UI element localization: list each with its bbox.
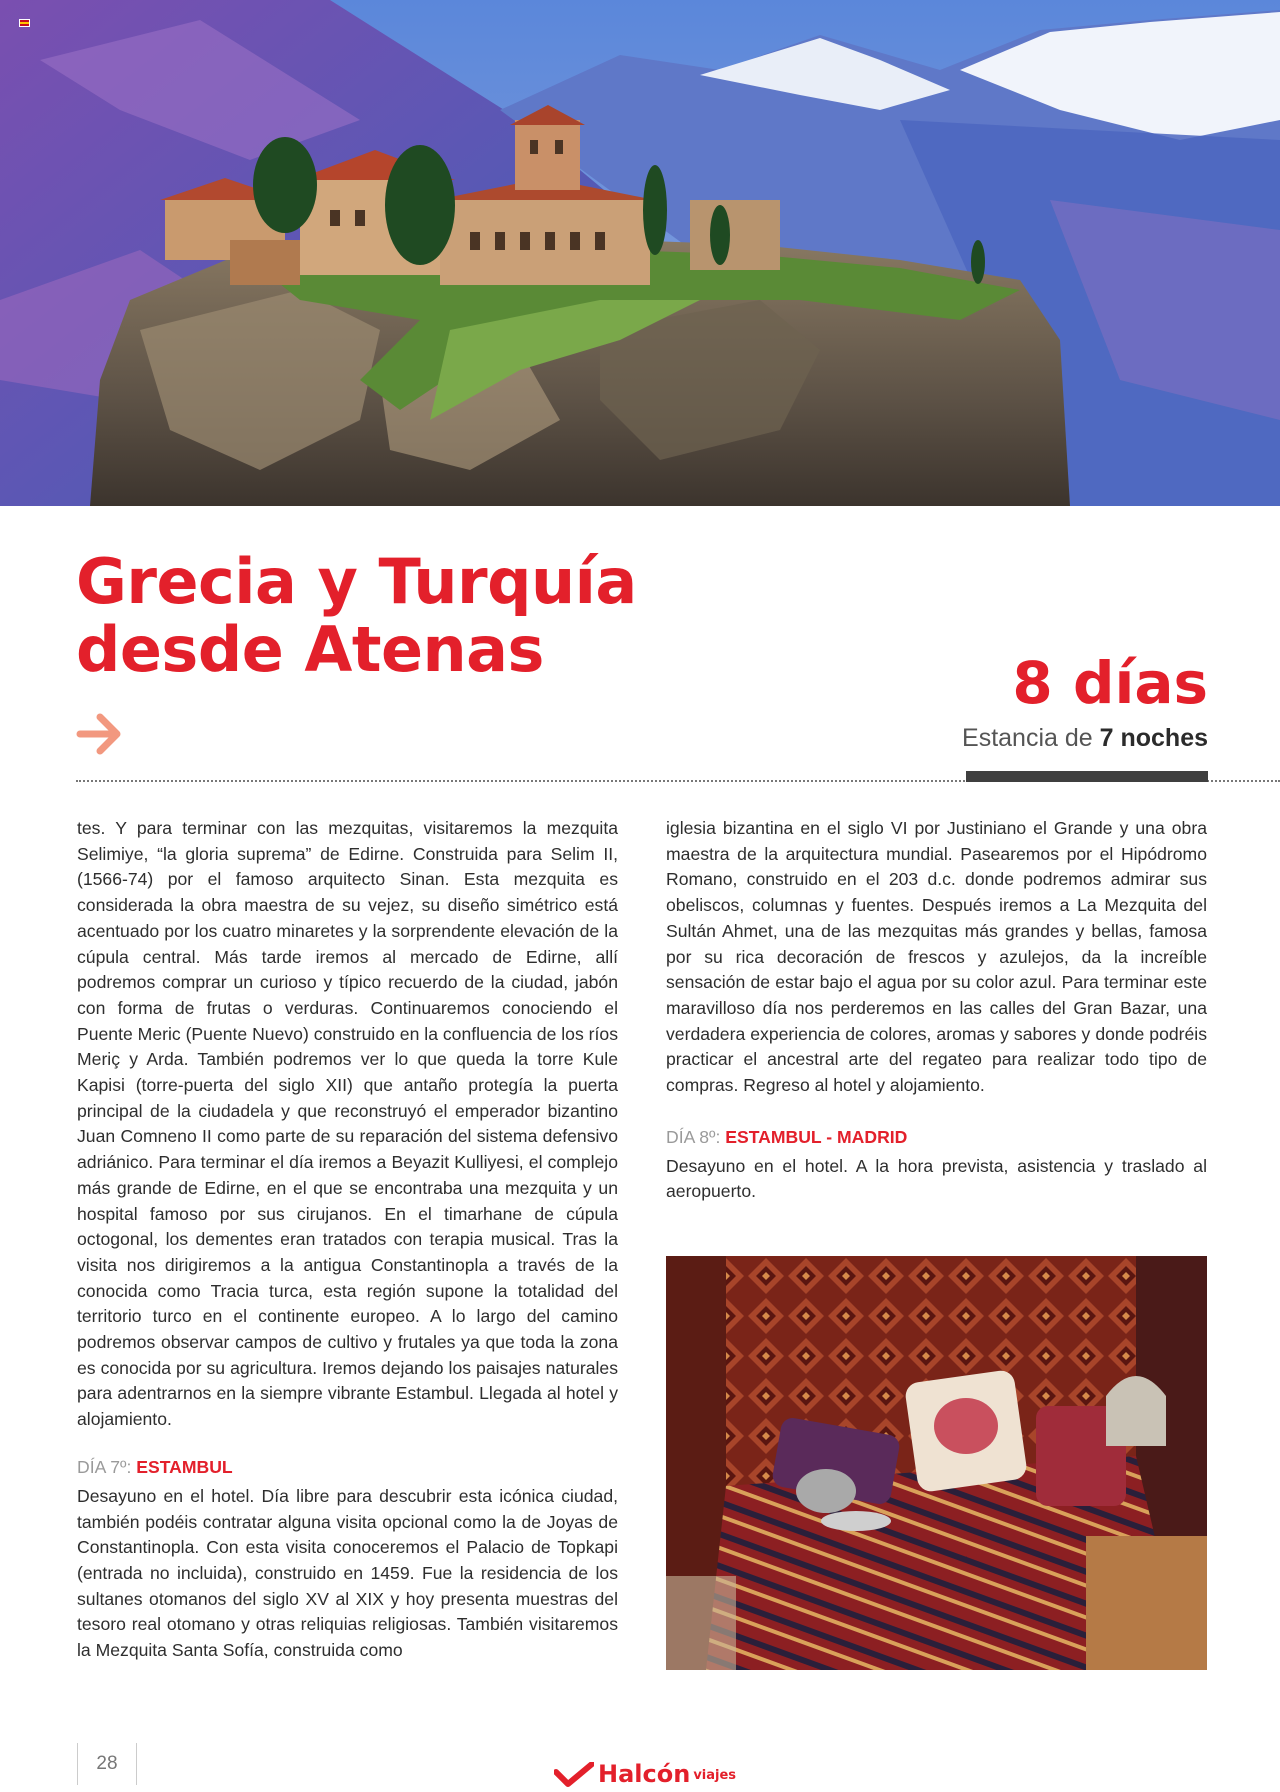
right-column <box>666 816 1207 1205</box>
logo-name: Halcón <box>598 1760 691 1788</box>
bazaar-illustration <box>666 1256 1207 1670</box>
stay-nights <box>962 724 1208 753</box>
title-line-2: desde Atenas <box>76 613 544 686</box>
stay-nights-count: 7 noches <box>1099 724 1208 752</box>
trip-duration: 8 días <box>1012 649 1208 717</box>
hero-image <box>0 0 1280 506</box>
day-8-heading <box>666 1125 1207 1150</box>
title-line-1: Grecia y Turquía <box>76 545 637 618</box>
day-7-label: DÍA 7º: <box>77 1456 132 1477</box>
day-8-label: DÍA 8º: <box>666 1126 721 1147</box>
itinerary-paragraph-continued: iglesia bizantina en el siglo VI por Justiniano el Grande y una obra maestra de la arquitectura mundial. Pasearemos por el Hipódromo Romano, construido en el 203 d.c. donde podremos admirar sus obeliscos, columnas y fuentes. Después iremos a La Mezquita del Sultán Ahmet, una de las mezquitas más grandes y bellas, famosa por su rica decoración de frescos y azulejos, da la increíble sensación de estar bajo el agua por su color azul. Para terminar este maravilloso día nos perderemos en las calles del Gran Bazar, una verdadera experiencia de colores, aromas y sabores y donde podréis practicar el ancestral arte del regateo para realizar todo tipo de compras. Regreso al hotel y alojamiento. <box>666 818 1207 1096</box>
halcon-check-icon <box>554 1762 594 1788</box>
stay-prefix: Estancia de <box>962 724 1093 752</box>
meteora-illustration <box>0 0 1280 506</box>
day-8-text: Desayuno en el hotel. A la hora prevista, asistencia y traslado al aeropuerto. <box>666 1155 1207 1202</box>
page-number: 28 <box>77 1743 137 1785</box>
divider-accent-bar <box>966 771 1208 782</box>
arrow-right-icon <box>76 709 124 759</box>
bazaar-image <box>666 1256 1207 1670</box>
halcon-viajes-logo[interactable] <box>554 1754 736 1788</box>
logo-sub: viajes <box>693 1768 737 1783</box>
day-7-heading <box>77 1455 618 1480</box>
day-7-place: ESTAMBUL <box>136 1456 233 1477</box>
itinerary-paragraph: tes. Y para terminar con las mezquitas, visitaremos la mezquita Selimiye, “la gloria suprema” de Edirne. Construida para Selim II, (1566-74) por el famoso arquitecto Sinan. Esta mezquita es considerada la obra maestra de su vejez, su diseño simétrico está acentuado por los cuatro minaretes y la sorprendente elevación de la cúpula central. Más tarde iremos al mercado de Edirne, allí podremos comprar un curioso y típico recuerdo de la ciudad, jabón con forma de frutas o verduras. Continuaremos conociendo el Puente Meric (Puente Nuevo) construido en la confluencia de los ríos Meriç y Arda. También podremos ver lo que queda la torre Kule Kapisi (torre-puerta del siglo XII) que antaño protegía la puerta principal de la ciudadela y que reconstruyó el emperador bizantino Juan Comneno II como parte de su reparación del sistema defensivo adriánico. Para terminar el día iremos a Beyazit Kulliyesi, el complejo más grande de Edirne, en el que se encontraba una mezquita y un hospital famoso por sus cirujanos. En el timarhane de cúpula octogonal, los dementes eran tratados con terapia musical. Tras la visita nos dirigiremos a la antigua Constantinopla a través de la conocida como Tracia turca, esta región supone la totalidad del territorio turco en el continente europeo. A lo largo del camino podremos observar campos de cultivo y frutales ya que toda la zona es conocida por su agricultura. Iremos dejando los paisajes naturales para adentrarnos en la siempre vibrante Estambul. Llegada al hotel y alojamiento. <box>77 818 618 1430</box>
page-title <box>76 545 637 686</box>
language-flag-icon <box>19 19 30 27</box>
left-column <box>77 816 618 1664</box>
day-8-place: ESTAMBUL - MADRID <box>725 1126 908 1147</box>
day-7-text: Desayuno en el hotel. Día libre para descubrir esta icónica ciudad, también podéis contratar alguna visita opcional como la de Joyas de Constantinopla. Con esta visita conoceremos el Palacio de Topkapi (entrada no incluida), construido en 1459. Fue la residencia de los sultanes otomanos del siglo XV al XIX y hoy presenta muestras del tesoro real otomano y otras reliquias religiosas. También visitaremos la Mezquita Santa Sofía, construida como <box>77 1485 618 1661</box>
